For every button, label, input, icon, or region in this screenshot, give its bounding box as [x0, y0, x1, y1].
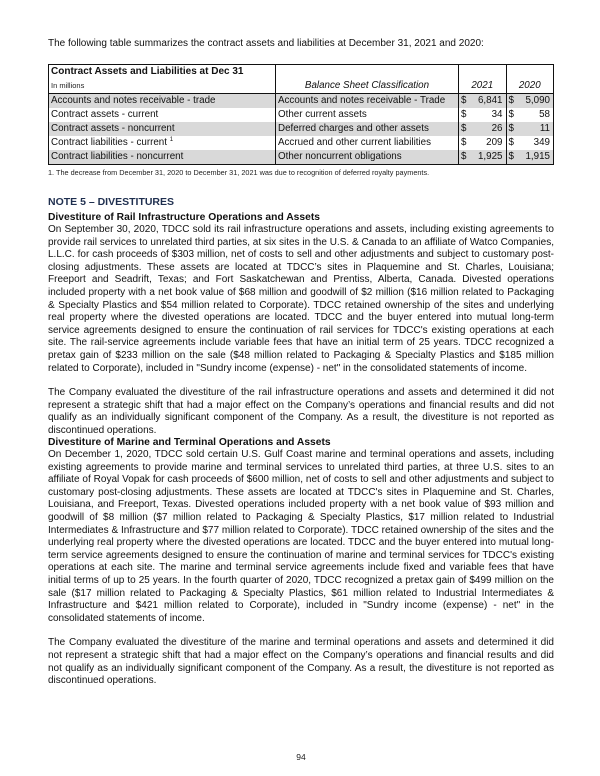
row-item: Contract liabilities - noncurrent	[49, 150, 276, 165]
column-header-2020: 2020	[506, 79, 554, 94]
paragraph: The Company evaluated the divestiture of the marine and terminal operations and assets and determined it did not represent a strategic shift that had a major effect on the Company’s operations and financial results and did not qualify as an individually significant component of the Company. As a result, the divestiture is not reported as discontinued operations.	[48, 637, 554, 687]
row-classification: Deferred charges and other assets	[276, 122, 459, 136]
currency-symbol: $	[459, 136, 472, 150]
currency-symbol: $	[506, 122, 519, 136]
table-header-row	[49, 65, 554, 80]
table-row	[49, 136, 554, 150]
contract-assets-table	[48, 64, 554, 165]
section-title: Divestiture of Marine and Terminal Operations and Assets	[48, 437, 331, 448]
currency-symbol: $	[506, 136, 519, 150]
note-heading: NOTE 5 – DIVESTITURES	[48, 196, 175, 208]
currency-symbol: $	[459, 94, 472, 109]
row-classification: Accounts and notes receivable - Trade	[276, 94, 459, 109]
value-2021: 209	[486, 137, 503, 148]
currency-symbol: $	[459, 122, 472, 136]
currency-symbol: $	[459, 108, 472, 122]
row-item: Accounts and notes receivable - trade	[49, 94, 276, 109]
paragraph: The Company evaluated the divestiture of the rail infrastructure operations and assets and determined it did not represent a strategic shift that had a major effect on the Company’s operations and financial results and did not qualify as an individually significant component of the Company. As a result, the divestiture is not reported as discontinued operations.	[48, 387, 554, 436]
value-2021: 26	[471, 122, 506, 136]
units-label: In millions	[51, 81, 85, 90]
table-subheader-row	[49, 79, 554, 94]
currency-symbol: $	[506, 94, 519, 109]
row-item: Contract assets - current	[51, 109, 159, 120]
value-2021: 6,841	[471, 94, 506, 109]
currency-symbol: $	[506, 108, 519, 122]
value-2020: 5,090	[519, 94, 554, 109]
currency-symbol: $	[506, 150, 519, 165]
table-row	[49, 94, 554, 109]
column-header-classification: Balance Sheet Classification	[276, 79, 459, 94]
row-item-with-footnote	[49, 136, 276, 150]
table-row	[49, 150, 554, 165]
value-2020: 58	[539, 109, 550, 120]
value-2020: 349	[533, 137, 550, 148]
value-2020: 1,915	[519, 150, 554, 165]
value-2021: 34	[491, 109, 503, 120]
currency-symbol: $	[459, 150, 472, 165]
page-number: 94	[296, 752, 306, 762]
row-classification: Other noncurrent obligations	[276, 150, 459, 165]
row-item: Contract liabilities - current	[51, 137, 167, 148]
paragraph: On December 1, 2020, TDCC sold certain U.S. Gulf Coast marine and terminal operations and assets, including existing agreements to provide marine and terminal services to unrelated third parties, at three U.S. sites to an affiliate of Royal Vopak for cash proceeds of $600 million, net of costs to sell and other adjustments and subject to customary post-closing adjustments. These assets are located at TDCC's sites in Plaquemine and St. Charles, Louisiana, and Freeport, Texas. Divested operations included property with a net book value of $93 million and goodwill of $8 million ($7 million related to Packaging & Specialty Plastics, $17 million related to Industrial Intermediates & Infrastructure and $77 million related to Corporate). TDCC retained ownership of the sites and the underlying real property where the divested operations are located. TDCC and the buyer entered into mutual long-term service agreements designed to ensure the continuation of marine and terminal services for TDCC's existing operations at each site. The marine and terminal service agreements include fixed and variable fees that have initial terms of up to 25 years. In the fourth quarter of 2020, TDCC recognized a pretax gain of $499 million on the sale ($17 million related to Packaging & Specialty Plastics, $61 million related to Industrial Intermediates & Infrastructure and $421 million related to Corporate), included in "Sundry income (expense) - net" in the consolidated statements of income.	[48, 449, 554, 624]
table-title: Contract Assets and Liabilities at Dec 31	[51, 66, 244, 77]
value-2020: 11	[519, 122, 554, 136]
section-title: Divestiture of Rail Infrastructure Operations and Assets	[48, 212, 320, 223]
marine-divestiture-section	[48, 436, 554, 688]
column-header-2021: 2021	[459, 79, 507, 94]
footnote-marker: 1	[169, 137, 174, 143]
intro-sentence: The following table summarizes the contract assets and liabilities at December 31, 2021 and 2020:	[48, 38, 484, 49]
rail-divestiture-section	[48, 211, 554, 438]
row-classification: Other current assets	[276, 108, 459, 122]
paragraph: On September 30, 2020, TDCC sold its rail infrastructure operations and assets, including existing agreements to provide rail services to unrelated third parties, at six sites in the U.S. & Canada to an affiliate of Watco Companies, L.L.C. for cash proceeds of $303 million, net of costs to sell and other adjustments and subject to customary post-closing adjustments. These assets are located at TDCC’s sites in Plaquemine and St. Charles, Louisiana; Freeport and Seadrift, Texas; and Fort Saskatchewan and Prentiss, Alberta, Canada. Divested operations included property with a net book value of $68 million and goodwill of $2 million ($16 million related to Packaging & Specialty Plastics and $54 million related to Corporate). TDCC retained ownership of the sites and underlying real property where the divested operations are located. TDCC and the buyer entered into mutual long-term service agreements designed to ensure the continuation of rail services for TDCC's existing operations at each site. The rail-service agreements include variable fees that have an initial term of 25 years. TDCC recognized a pretax gain of $233 million on the sale ($48 million related to Packaging & Specialty Plastics and $185 million related to Corporate), included in "Sundry income (expense) - net" in the consolidated statements of income.	[48, 224, 554, 374]
table-footnote: 1. The decrease from December 31, 2020 to December 31, 2021 was due to recognition of deferred royalty payments.	[48, 168, 430, 177]
value-2021: 1,925	[471, 150, 506, 165]
row-item: Contract assets - noncurrent	[49, 122, 276, 136]
row-classification: Accrued and other current liabilities	[276, 136, 459, 150]
table-row	[49, 122, 554, 136]
table-row	[49, 108, 554, 122]
